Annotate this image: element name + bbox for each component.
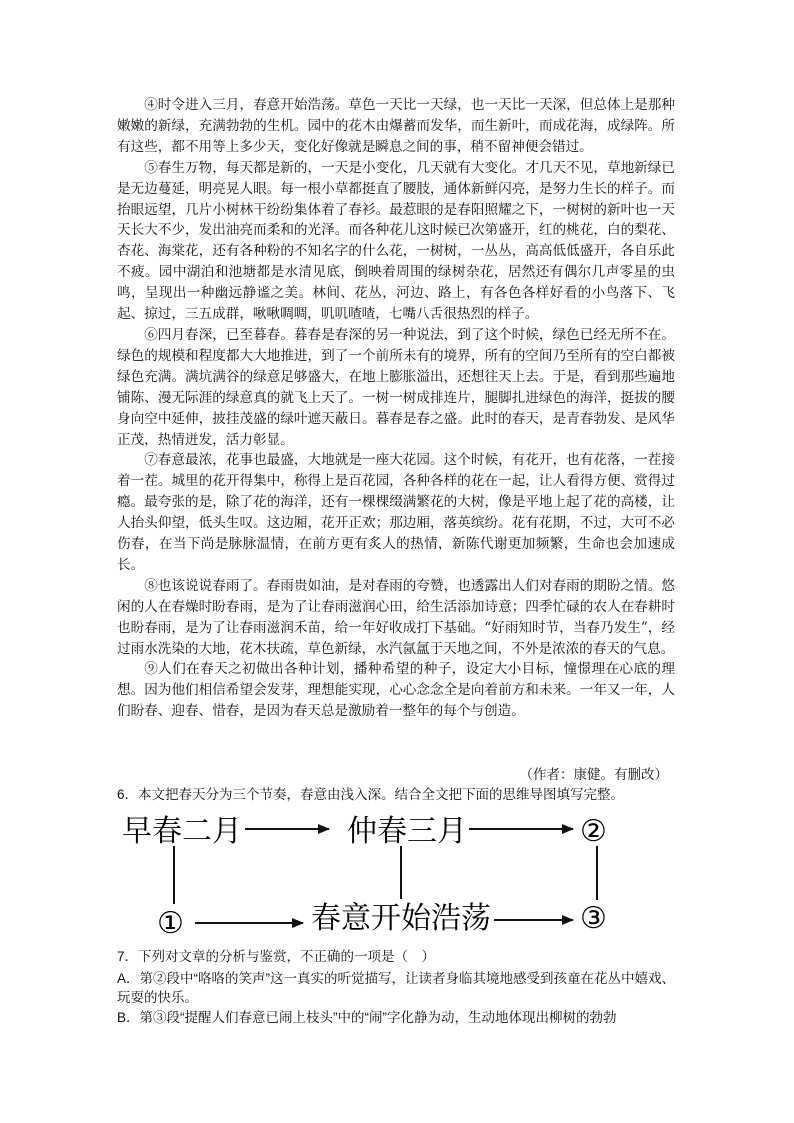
question-6-text: 6．本文把春天分为三个节奏，春意由浅入深。结合全文把下面的思维导图填写完整。 bbox=[117, 787, 625, 802]
question-7-stem: 7．下列对文章的分析与鉴赏，不正确的一项是（ ） bbox=[117, 949, 436, 964]
essay-paragraph: ④时令进入三月，春意开始浩荡。草色一天比一天绿，也一天比一天深，但总体上是那种嫩嫩的新绿，充满勃勃的生机。园中的花木由爆蓄而发华，而生新叶，而成花海，成绿阵。所有这些，都不用等上多少天，变化好像就是瞬息之间的事，稍不留神便会错过。 bbox=[117, 97, 675, 155]
essay-paragraph: ⑥四月春深，已至暮春。暮春是春深的另一种说法，到了这个时候，绿色已经无所不在。绿色的规模和程度都大大地推进，到了一个前所未有的境界，所有的空间乃至所有的空白都被绿色充满。满坑满谷的绿意足够盛大，在地上膨胀溢出，还想往天上去。于是，看到那些遍地铺陈、漫无际涯的绿意真的就飞上天了。一树一树成排连片，腿脚扎进绿色的海洋，挺拔的腰身向空中延伸，披挂茂盛的绿叶遮天蔽日。暮春是春之盛。此时的春天，是青春勃发、是风华正茂，热情迸发，活力彰显。 bbox=[117, 326, 675, 448]
question-7-option-b: B．第③段“提醒人们春意已闹上枝头”中的“闹”字化静为动，生动地体现出柳树的勃勃 bbox=[117, 1009, 617, 1025]
mindmap-blank-2: ② bbox=[580, 814, 607, 849]
essay-paragraph: ⑤春生万物，每天都是新的，一天是小变化，几天就有大变化。才几天不见，草地新绿已是无边蔓延，明亮晃人眼。每一根小草都挺直了腰肢，通体新鲜闪亮，是努力生长的样子。而抬眼远望，几片小树林干纷纷集体着了春衫。最惹眼的是春阳照耀之下，一树树的新叶也一天天长大不少，发出油亮而柔和的光泽。而各种花儿这时候已次第盛开，红的桃花，白的梨花、杏花、海棠花，还有各种粉的不知名字的什么花，一树树，一丛丛，高高低低盛开，各自乐此不疲。园中湖泊和池塘都是水清见底，倒映着周围的绿树杂花，居然还有偶尔几声零星的虫鸣，呈现出一种幽远静谧之美。林间、花丛，河边、路上，有各色各样好看的小鸟落下、飞起、掠过，三五成群，啾啾啁啁，叽叽喳喳，七嘴八舌很热烈的样子。 bbox=[117, 159, 675, 323]
mindmap-blank-1: ① bbox=[157, 906, 184, 941]
essay-paragraph: ⑧也该说说春雨了。春雨贵如油，是对春雨的夸赞，也透露出人们对春雨的期盼之情。悠闲的人在春燥时盼春雨，是为了让春雨滋润心田，给生活添加诗意；四季忙碌的农人在春耕时也盼春雨，是为了让春雨滋润禾苗，给一年好收成打下基础。“好雨知时节，当春乃发生”，经过雨水洗染的大地，花木扶疏，草色新绿，水汽氤氲于天地之间，不外是浓浓的春天的气息。 bbox=[117, 577, 675, 657]
mindmap-node-spring-surging: 春意开始浩荡 bbox=[311, 901, 491, 936]
mindmap-node-mid-spring: 仲春三月 bbox=[347, 814, 467, 849]
mindmap-node-early-spring: 早春二月 bbox=[122, 814, 242, 849]
question-7-option-a: A．第②段中“咯咯的笑声”这一真实的听觉描写，让读者身临其境地感受到孩童在花丛中嬉戏、玩耍的快乐。 bbox=[117, 970, 675, 1005]
essay-paragraph: ⑨人们在春天之初做出各种计划，播种希望的种子，设定大小目标，憧憬理在心底的理想。因为他们相信希望会发芽，理想能实现，心心念念全是向着前方和未来。一年又一年，人们盼春、迎春、惜春，是因为春天总是激励着一整年的每个与创造。 bbox=[117, 661, 675, 720]
question-7 bbox=[117, 947, 677, 1027]
mind-map bbox=[117, 806, 617, 946]
author-credit: （作者：康健。有删改） bbox=[519, 767, 668, 782]
essay-body bbox=[117, 95, 675, 722]
essay-paragraph: ⑦春意最浓，花事也最盛，大地就是一座大花园。这个时候，有花开，也有花落，一茬接着一茬。城里的花开得集中，称得上是百花园，各种各样的花在一起，让人看得方便、赏得过瘾。最夸张的是，除了花的海洋，还有一棵棵缀满繁花的大树，像是平地上起了花的高楼，让人抬头仰望，低头生叹。这边厢，花开正欢；那边厢，落英缤纷。花有花期，不过，大可不必伤春，在当下尚是脉脉温情，在前方更有炙人的热情，新陈代谢更加频繁，生命也会加速成长。 bbox=[117, 452, 675, 573]
mindmap-blank-3: ③ bbox=[580, 901, 607, 936]
